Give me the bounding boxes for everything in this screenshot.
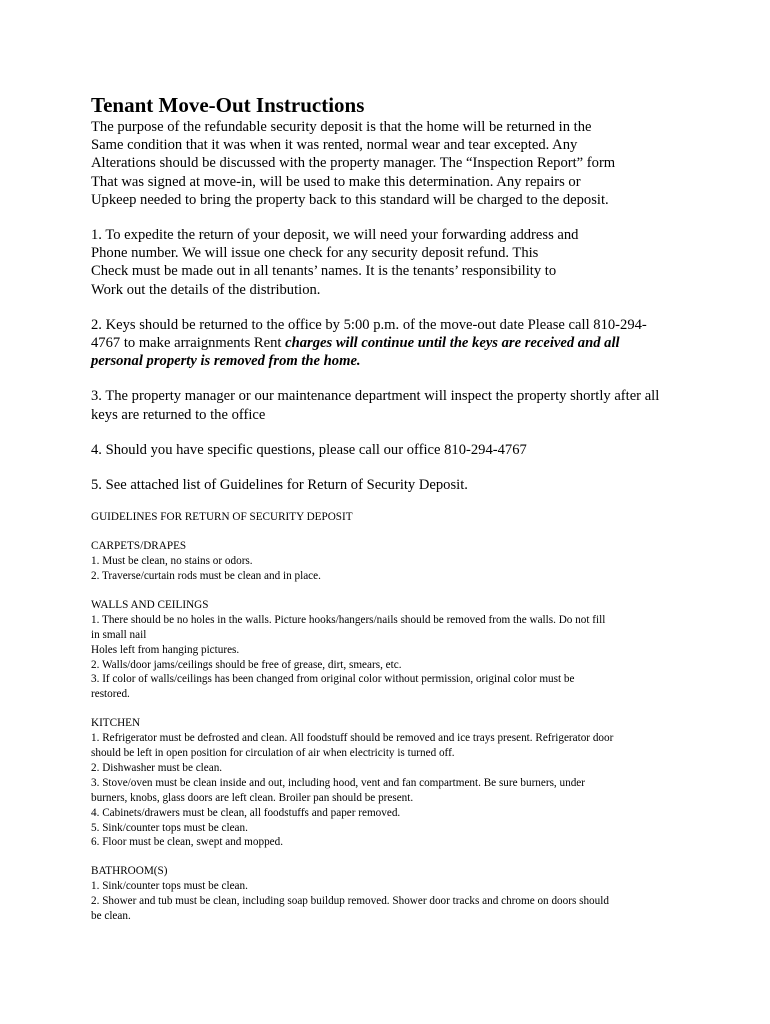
instruction-2-plain-text: 4767 to make arraignments Rent	[91, 335, 286, 352]
instruction-2-line: 2. Keys should be returned to the office by 5:00 p.m. of the move-out date Please call 810-294-	[91, 316, 647, 333]
walls-heading: WALLS AND CEILINGS	[91, 598, 209, 611]
intro-line: Same condition that it was when it was rented, normal wear and tear excepted. Any	[91, 137, 578, 154]
guideline-item: 6. Floor must be clean, swept and mopped.	[91, 836, 284, 849]
guideline-item: in small nail	[91, 628, 147, 641]
guideline-item: 4. Cabinets/drawers must be clean, all foodstuffs and paper removed.	[91, 806, 401, 819]
intro-line: Alterations should be discussed with the property manager. The “Inspection Report” form	[91, 155, 616, 172]
instruction-1-line: Phone number. We will issue one check for any security deposit refund. This	[91, 245, 539, 262]
guideline-item: 1. Must be clean, no stains or odors.	[91, 555, 253, 568]
guideline-item: should be left in open position for circulation of air when electricity is turned off.	[91, 747, 455, 760]
instruction-1-line: 1. To expedite the return of your deposit, we will need your forwarding address and	[91, 227, 579, 244]
document-title: Tenant Move-Out Instructions	[91, 93, 365, 117]
instruction-3-line: keys are returned to the office	[91, 406, 266, 423]
guideline-item: Holes left from hanging pictures.	[91, 643, 240, 656]
instruction-3	[91, 387, 687, 423]
bathroom-section	[91, 864, 687, 924]
guideline-item: 2. Walls/door jams/ceilings should be free of grease, dirt, smears, etc.	[91, 658, 402, 671]
intro-line: That was signed at move-in, will be used to make this determination. Any repairs or	[91, 173, 581, 190]
instruction-2-line	[91, 334, 687, 352]
guideline-item: 1. Sink/counter tops must be clean.	[91, 880, 248, 893]
intro-paragraph	[91, 118, 687, 209]
intro-line: The purpose of the refundable security deposit is that the home will be returned in the	[91, 119, 592, 135]
guideline-item: 3. If color of walls/ceilings has been changed from original color without permission, original color must be	[91, 673, 575, 686]
instruction-1-line: Check must be made out in all tenants’ names. It is the tenants’ responsibility to	[91, 263, 557, 280]
instruction-1	[91, 226, 687, 299]
guidelines-heading: GUIDELINES FOR RETURN OF SECURITY DEPOSIT	[91, 511, 353, 524]
guideline-item: be clean.	[91, 910, 131, 923]
intro-line: Upkeep needed to bring the property back to this standard will be charged to the deposit.	[91, 191, 609, 208]
walls-section	[91, 598, 687, 702]
instruction-5: 5. See attached list of Guidelines for Return of Security Deposit.	[91, 477, 468, 494]
document-page	[91, 92, 687, 924]
carpets-section	[91, 539, 687, 584]
instruction-4: 4. Should you have specific questions, please call our office 810-294-4767	[91, 441, 527, 458]
guideline-item: 2. Shower and tub must be clean, including soap buildup removed. Shower door tracks and chrome on doors should	[91, 895, 609, 908]
bathroom-heading: BATHROOM(S)	[91, 865, 168, 878]
guideline-item: 1. There should be no holes in the walls. Picture hooks/hangers/nails should be removed from the walls. Do not fill	[91, 613, 606, 626]
guideline-item: 2. Traverse/curtain rods must be clean and in place.	[91, 569, 321, 582]
kitchen-section	[91, 716, 687, 850]
guideline-item: restored.	[91, 688, 130, 701]
instruction-2	[91, 316, 687, 371]
guideline-item: 2. Dishwasher must be clean.	[91, 761, 223, 774]
instruction-3-line: 3. The property manager or our maintenance department will inspect the property shortly after all	[91, 388, 660, 405]
instruction-2-emphasis: charges will continue until the keys are received and all	[285, 335, 620, 352]
guideline-item: 5. Sink/counter tops must be clean.	[91, 821, 248, 834]
instruction-2-emphasis: personal property is removed from the home.	[91, 353, 361, 370]
kitchen-heading: KITCHEN	[91, 717, 141, 730]
guideline-item: 1. Refrigerator must be defrosted and clean. All foodstuff should be removed and ice trays present. Refrigerator door	[91, 732, 614, 745]
instruction-1-line: Work out the details of the distribution.	[91, 281, 321, 298]
guideline-item: 3. Stove/oven must be clean inside and out, including hood, vent and fan compartment. Be sure burners, under	[91, 776, 585, 789]
carpets-heading: CARPETS/DRAPES	[91, 540, 187, 553]
guideline-item: burners, knobs, glass doors are left clean. Broiler pan should be present.	[91, 791, 414, 804]
